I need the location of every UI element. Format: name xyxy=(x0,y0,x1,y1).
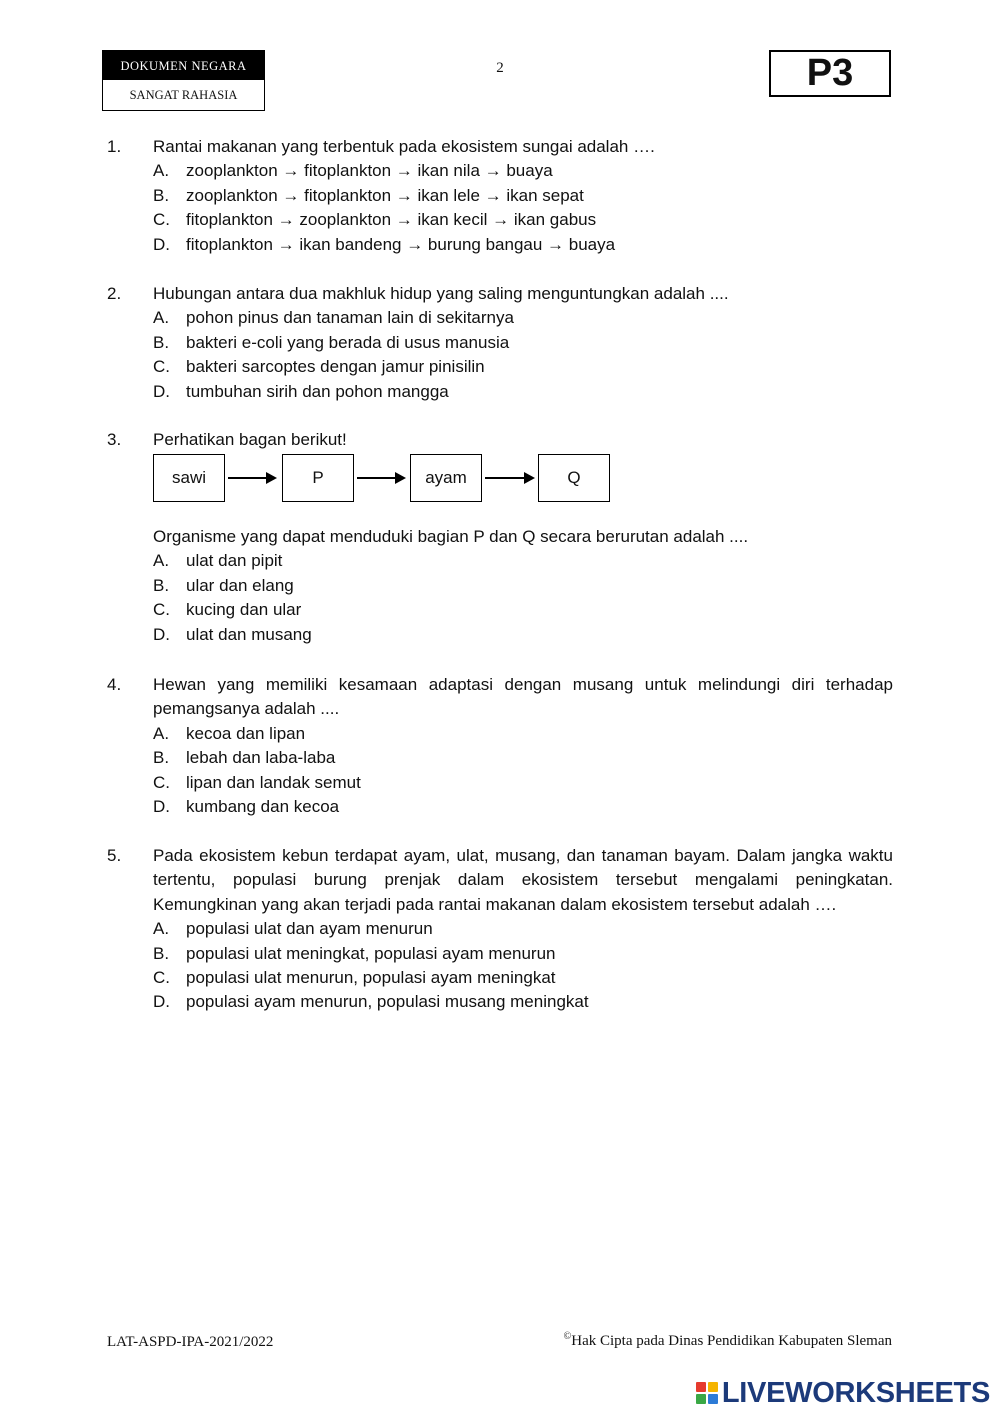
chain-arrow xyxy=(485,477,533,479)
chain-node-sawi: sawi xyxy=(153,454,225,502)
option-b xyxy=(153,574,893,598)
question-3 xyxy=(107,428,893,452)
stamp-bottom-label: SANGAT RAHASIA xyxy=(102,80,265,111)
option-d xyxy=(153,233,893,257)
page-number: 2 xyxy=(496,60,504,76)
question-number: 1. xyxy=(107,137,122,156)
question-stem: Perhatikan bagan berikut! xyxy=(153,430,347,449)
option-text: bakteri sarcoptes dengan jamur pinisilin xyxy=(186,357,485,377)
chain-arrow xyxy=(357,477,404,479)
option-letter: B. xyxy=(153,943,170,963)
option-text: fitoplankton → zooplankton → ikan kecil → ikan gabus xyxy=(186,210,597,230)
option-letter: C. xyxy=(153,968,170,988)
option-letter: D. xyxy=(153,234,170,254)
option-c xyxy=(153,208,893,232)
question-number: 4. xyxy=(107,675,122,694)
option-text: bakteri e-coli yang berada di usus manusia xyxy=(186,332,510,352)
document-code: LAT-ASPD-IPA-2021/2022 xyxy=(107,1334,274,1350)
option-letter: D. xyxy=(153,797,170,817)
question-5 xyxy=(107,844,893,1015)
option-text: kucing dan ular xyxy=(186,600,302,620)
question-number: 5. xyxy=(107,846,122,865)
option-text: kecoa dan lipan xyxy=(186,723,306,743)
option-b xyxy=(153,184,893,208)
copyright-notice xyxy=(564,1331,892,1350)
option-text: lipan dan landak semut xyxy=(186,772,361,792)
option-text: populasi ulat menurun, populasi ayam meningkat xyxy=(186,968,556,988)
option-d xyxy=(153,623,893,647)
option-a xyxy=(153,306,893,330)
option-letter: D. xyxy=(153,992,170,1012)
option-letter: A. xyxy=(153,161,170,181)
option-letter: C. xyxy=(153,772,170,792)
option-a xyxy=(153,159,893,183)
logo-square xyxy=(696,1394,706,1404)
option-text: populasi ulat meningkat, populasi ayam menurun xyxy=(186,943,556,963)
question-number: 3. xyxy=(107,430,122,449)
liveworksheets-watermark xyxy=(696,1373,990,1413)
option-text: tumbuhan sirih dan pohon mangga xyxy=(186,381,449,401)
option-letter: C. xyxy=(153,600,170,620)
option-text: kumbang dan kecoa xyxy=(186,797,340,817)
classification-stamp xyxy=(102,50,265,111)
option-text: lebah dan laba-laba xyxy=(186,748,336,768)
option-text: ulat dan pipit xyxy=(186,551,283,571)
option-letter: C. xyxy=(153,357,170,377)
option-c xyxy=(153,598,893,622)
question-stem: Rantai makanan yang terbentuk pada ekosistem sungai adalah …. xyxy=(153,137,655,156)
liveworksheets-wordmark: LIVEWORKSHEETS xyxy=(721,1376,990,1409)
option-text: zooplankton → fitoplankton → ikan nila → buaya xyxy=(186,161,553,181)
option-text: zooplankton → fitoplankton → ikan lele → ikan sepat xyxy=(186,185,584,205)
option-text: ulat dan musang xyxy=(186,624,312,644)
copyright-text: Hak Cipta pada Dinas Pendidikan Kabupaten Sleman xyxy=(571,1333,892,1349)
option-text: ular dan elang xyxy=(186,575,294,595)
option-a xyxy=(153,722,893,746)
chain-node-p: P xyxy=(282,454,354,502)
option-letter: D. xyxy=(153,624,170,644)
option-a xyxy=(153,917,893,941)
question-2 xyxy=(107,282,893,404)
option-a xyxy=(153,549,893,573)
option-d xyxy=(153,990,893,1014)
option-d xyxy=(153,795,893,819)
question-1 xyxy=(107,135,893,257)
option-letter: B. xyxy=(153,332,170,352)
option-letter: A. xyxy=(153,308,170,328)
question-stem: Pada ekosistem kebun terdapat ayam, ulat, musang, dan tanaman bayam. Dalam jangka waktu tertentu, populasi burung prenjak dalam ekosistem tersebut mengalami peningkatan. Kemungkinan yang akan terjadi pada rantai makanan dalam ekosistem tersebut adalah …. xyxy=(153,846,893,914)
chain-node-ayam: ayam xyxy=(410,454,482,502)
option-text: pohon pinus dan tanaman lain di sekitarnya xyxy=(186,308,514,328)
liveworksheets-logo-icon xyxy=(696,1382,718,1404)
question-stem-2: Organisme yang dapat menduduki bagian P dan Q secara berurutan adalah .... xyxy=(153,527,749,546)
option-text: populasi ulat dan ayam menurun xyxy=(186,919,433,939)
option-letter: A. xyxy=(153,919,170,939)
stamp-top-label: DOKUMEN NEGARA xyxy=(102,50,265,80)
option-c xyxy=(153,355,893,379)
paper-code-box: P3 xyxy=(769,50,891,97)
question-4 xyxy=(107,673,893,819)
logo-square xyxy=(708,1382,718,1392)
option-b xyxy=(153,331,893,355)
option-letter: D. xyxy=(153,381,170,401)
option-letter: A. xyxy=(153,551,170,571)
option-d xyxy=(153,380,893,404)
option-c xyxy=(153,966,893,990)
option-text: fitoplankton → ikan bandeng → burung bangau → buaya xyxy=(186,234,616,254)
food-chain-diagram xyxy=(153,454,613,504)
copyright-symbol: © xyxy=(563,1331,572,1342)
chain-arrow xyxy=(228,477,275,479)
option-letter: B. xyxy=(153,575,170,595)
question-stem: Hubungan antara dua makhluk hidup yang saling menguntungkan adalah .... xyxy=(153,284,729,303)
question-3-continued xyxy=(107,525,893,647)
option-letter: A. xyxy=(153,723,170,743)
logo-square xyxy=(708,1394,718,1404)
option-letter: C. xyxy=(153,210,170,230)
logo-square xyxy=(696,1382,706,1392)
option-letter: B. xyxy=(153,748,170,768)
question-stem: Hewan yang memiliki kesamaan adaptasi dengan musang untuk melindungi diri terhadap pemangsanya adalah .... xyxy=(153,675,893,719)
chain-node-q: Q xyxy=(538,454,610,502)
option-letter: B. xyxy=(153,185,170,205)
option-b xyxy=(153,746,893,770)
option-c xyxy=(153,771,893,795)
option-text: populasi ayam menurun, populasi musang meningkat xyxy=(186,992,589,1012)
option-b xyxy=(153,942,893,966)
question-number: 2. xyxy=(107,284,122,303)
